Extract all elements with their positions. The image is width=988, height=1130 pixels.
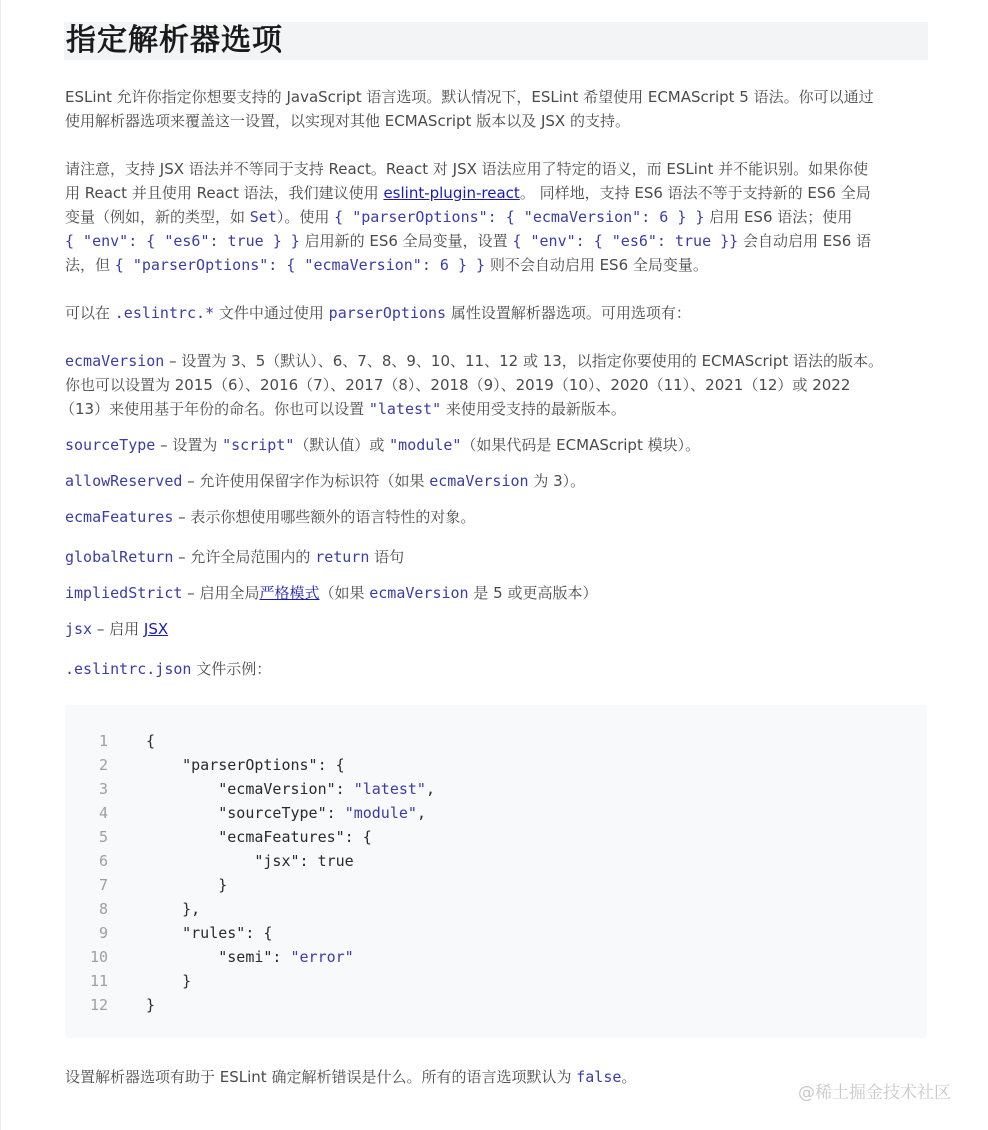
line-number: 4 — [98, 804, 108, 822]
left-border — [0, 0, 1, 1130]
line-code — [146, 873, 227, 897]
line-number: 10 — [89, 948, 108, 966]
option-name: globalReturn — [65, 548, 174, 566]
code-eslintrc: .eslintrc.* — [114, 304, 215, 322]
options-intro — [65, 301, 927, 325]
text: – 设置为 — [155, 436, 223, 454]
line-code — [146, 945, 354, 969]
code-ecma-version: ecmaVersion — [369, 584, 469, 602]
line-number: 5 — [98, 828, 108, 846]
text: ）。使用 — [276, 208, 335, 226]
text: 文件中通过使用 — [214, 304, 329, 322]
option-source-type — [65, 433, 927, 457]
text: 可以在 — [65, 304, 115, 322]
text: 法，但 — [65, 256, 115, 274]
option-implied-strict — [65, 581, 927, 605]
line-number: 3 — [98, 780, 108, 798]
code-ecma-version: ecmaVersion — [429, 472, 529, 490]
text: （如果代码是 ECMAScript 模块）。 — [461, 436, 701, 454]
string-value: "latest" — [353, 780, 426, 798]
code-return: return — [315, 548, 370, 566]
text: – 表示你想使用哪些额外的语言特性的对象。 — [173, 508, 476, 526]
react-note-line-2 — [65, 181, 927, 205]
code-env-es6: { "env": { "es6": true } } — [65, 232, 300, 250]
text: 则不会自动启用 ES6 全局变量。 — [485, 256, 708, 274]
line-code — [146, 993, 155, 1017]
string-value: "module" — [344, 804, 417, 822]
text: 启用 ES6 语法；使用 — [704, 208, 853, 226]
react-note-line-5 — [65, 253, 927, 277]
intro-line-2: 使用解析器选项来覆盖这一设置，以实现对其他 ECMAScript 版本以及 JSX 的支持。 — [65, 112, 630, 130]
option-jsx — [65, 617, 927, 641]
option-global-return — [65, 545, 927, 569]
text: – 启用 — [92, 620, 144, 638]
react-note-line-4 — [65, 229, 927, 253]
code: , — [425, 780, 435, 798]
react-note-line-1: 请注意，支持 JSX 语法并不等同于支持 React。React 对 JSX 语法应用了特定的语义，而 ESLint 并不能识别。如果你使 — [65, 160, 869, 178]
code-parser-options: { "parserOptions": { "ecmaVersion": 6 } } — [114, 256, 486, 274]
option-name: ecmaFeatures — [65, 508, 174, 526]
option-name: jsx — [65, 620, 93, 638]
text: 变量（例如，新的类型，如 — [65, 208, 250, 226]
code-eslintrc-json: .eslintrc.json — [65, 660, 192, 678]
line-code — [146, 921, 272, 945]
text: – 设置为 3、5（默认）、6、7、8、9、10、11、12 或 13，以指定你要使用的 ECMAScript 语法的版本。 — [164, 352, 883, 370]
text: （13）来使用基于年份的命名。你也可以设置 — [60, 400, 369, 418]
code: "ecmaVersion": — [146, 780, 354, 798]
code: }, — [146, 900, 201, 918]
option-ecma-version-line-2: 你也可以设置为 2015（6）、2016（7）、2017（8）、2018（9）、2019（10）、2020（11）、2021（12）或 2022 — [65, 376, 851, 394]
text: – 允许全局范围内的 — [173, 548, 316, 566]
code: "rules": { — [146, 924, 273, 942]
option-ecma-version-line-3 — [60, 397, 922, 421]
line-code — [146, 753, 345, 777]
line-code — [146, 897, 200, 921]
text: 启用新的 ES6 全局变量，设置 — [299, 232, 513, 250]
code-env-es6-setting: { "env": { "es6": true }} — [512, 232, 739, 250]
line-number: 8 — [98, 900, 108, 918]
code: "jsx": true — [146, 852, 354, 870]
intro-line-1: ESLint 允许你指定你想要支持的 JavaScript 语言选项。默认情况下，ESLint 希望使用 ECMAScript 5 语法。你可以通过 — [65, 88, 874, 106]
code: "parserOptions": { — [146, 756, 345, 774]
strict-mode-link[interactable]: 严格模式 — [259, 584, 320, 602]
code: } — [146, 996, 156, 1014]
text: 。 — [621, 1068, 637, 1086]
option-name: impliedStrict — [65, 584, 183, 602]
code-block — [65, 705, 927, 1038]
line-number: 9 — [98, 924, 108, 942]
text: 为 3）。 — [528, 472, 586, 490]
line-number: 6 — [98, 852, 108, 870]
line-number: 1 — [98, 732, 108, 750]
code: , — [416, 804, 426, 822]
text: 用 React 并且使用 React 语法，我们建议使用 — [65, 184, 384, 202]
line-code — [146, 969, 191, 993]
text: 属性设置解析器选项。可用选项有： — [446, 304, 691, 322]
option-name: allowReserved — [65, 472, 183, 490]
line-code — [146, 849, 354, 873]
code-false: false — [576, 1068, 622, 1086]
text: 文件示例： — [191, 660, 272, 678]
line-number: 7 — [98, 876, 108, 894]
code: { — [146, 732, 156, 750]
code-set: Set — [249, 208, 277, 226]
line-number: 2 — [98, 756, 108, 774]
react-note-line-3 — [65, 205, 927, 229]
code: } — [146, 972, 192, 990]
text: 设置解析器选项有助于 ESLint 确定解析错误是什么。所有的语言选项默认为 — [65, 1068, 577, 1086]
code: } — [146, 876, 228, 894]
option-ecma-features — [65, 505, 927, 529]
line-code — [146, 801, 426, 825]
line-code — [146, 777, 435, 801]
string-value: "error" — [290, 948, 354, 966]
text: （默认值）或 — [294, 436, 390, 454]
line-number: 12 — [89, 996, 108, 1014]
text: 语句 — [369, 548, 405, 566]
code-module: "module" — [389, 436, 462, 454]
eslint-plugin-react-link[interactable]: eslint-plugin-react — [383, 184, 520, 202]
code: "ecmaFeatures": { — [146, 828, 372, 846]
text: （如果 — [319, 584, 370, 602]
code: "semi": — [146, 948, 291, 966]
code-latest: "latest" — [368, 400, 442, 418]
option-ecma-version-line-1 — [65, 349, 927, 373]
option-allow-reserved — [65, 469, 927, 493]
example-intro — [65, 657, 927, 681]
code: "sourceType": — [146, 804, 345, 822]
option-name: ecmaVersion — [65, 352, 165, 370]
code-script: "script" — [222, 436, 295, 454]
text: – 启用全局 — [182, 584, 260, 602]
line-code — [146, 729, 155, 753]
option-name: sourceType — [65, 436, 156, 454]
line-number: 11 — [89, 972, 108, 990]
jsx-link[interactable]: JSX — [143, 620, 169, 638]
text: 。 同样地，支持 ES6 语法不等于支持新的 ES6 全局 — [519, 184, 871, 202]
code-parser-options: parserOptions — [328, 304, 447, 322]
watermark: @稀土掘金技术社区 — [798, 1083, 951, 1103]
text: 会自动启用 ES6 语 — [738, 232, 872, 250]
text: – 允许使用保留字作为标识符（如果 — [182, 472, 430, 490]
code-parser-options: { "parserOptions": { "ecmaVersion": 6 } } — [334, 208, 705, 226]
page-title: 指定解析器选项 — [64, 22, 928, 60]
line-code — [146, 825, 372, 849]
text: 是 5 或更高版本） — [468, 584, 598, 602]
text: 来使用受支持的最新版本。 — [441, 400, 626, 418]
